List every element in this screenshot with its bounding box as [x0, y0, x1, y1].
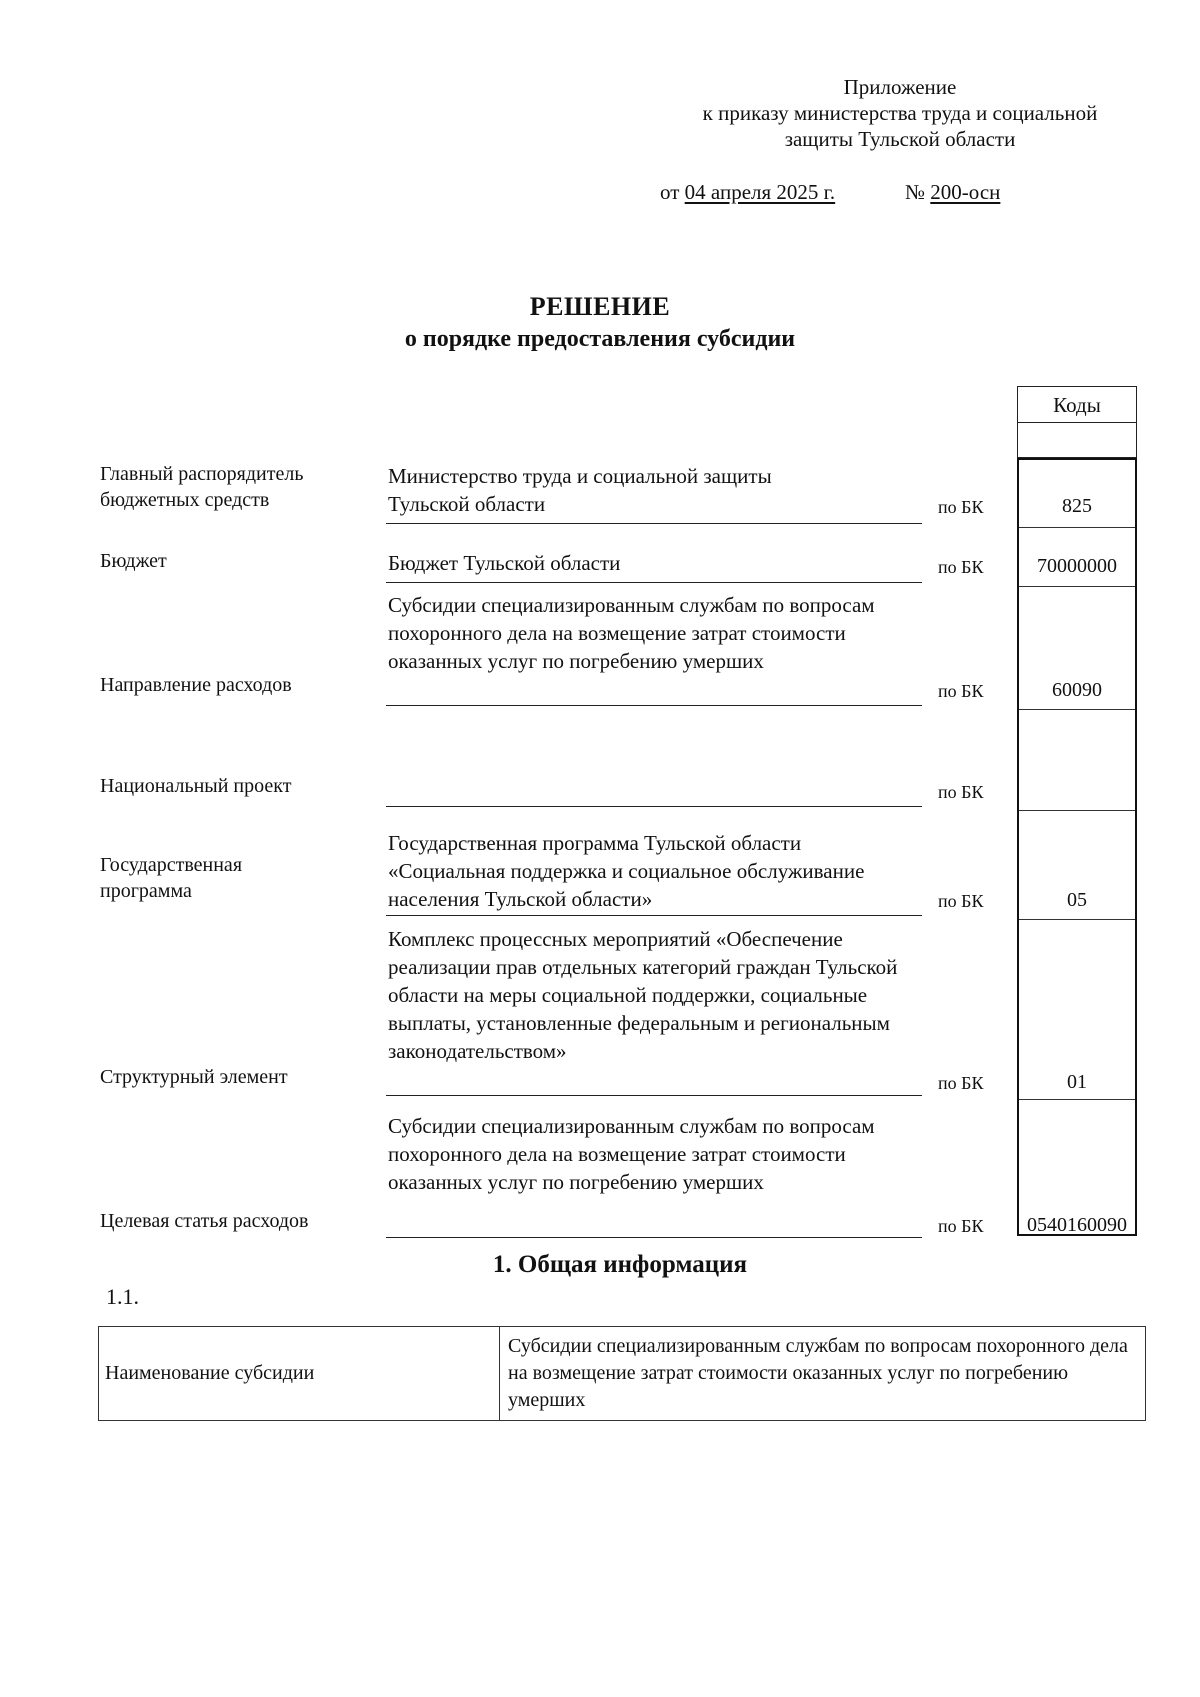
row-value-state-program: Государственная программа Тульской области «Социальная поддержка и социальное обслуживание населения Тульской области»	[388, 831, 865, 911]
row-value-main-distributor: Министерство труда и социальной защиты Тульской области	[388, 464, 772, 516]
row-label-main-distributor: Главный распорядитель бюджетных средств	[100, 463, 304, 511]
code-value: 60090	[1052, 679, 1102, 701]
code-label: по БК	[938, 782, 984, 802]
document-title: РЕШЕНИЕ	[529, 292, 671, 321]
row-label-structural-element: Структурный элемент	[100, 1066, 288, 1088]
value-underline	[386, 1095, 922, 1096]
code-separator	[1019, 586, 1135, 587]
code-separator	[1019, 1099, 1135, 1100]
code-label: по БК	[938, 1216, 984, 1236]
code-separator	[1019, 810, 1135, 811]
section-subnumber: 1.1.	[106, 1284, 139, 1309]
row-value-budget: Бюджет Тульской области	[388, 551, 621, 575]
code-label: по БК	[938, 891, 984, 911]
info-table	[98, 1326, 1146, 1421]
table-row	[99, 1327, 1146, 1421]
row-label-state-program: Государственная программа	[100, 854, 243, 902]
code-separator	[1019, 527, 1135, 528]
row-value-structural-element: Комплекс процессных мероприятий «Обеспечение реализации прав отдельных категорий граждан Тульской области на меры социальной поддержки, социальные выплаты, установленные федеральным и региональным законодательством»	[388, 927, 898, 1063]
subsidy-name-value: Субсидии специализированным службам по вопросам похоронного дела на возмещение затрат стоимости оказанных услуг по погребению умерших	[500, 1327, 1146, 1421]
code-value: 0540160090	[1027, 1214, 1127, 1236]
date-value: 04 апреля 2025 г.	[684, 180, 836, 204]
value-underline	[386, 915, 922, 916]
code-separator	[1019, 709, 1135, 710]
number-prefix: №	[905, 180, 926, 204]
appendix-line: Приложение	[843, 75, 957, 99]
number-value: 200-осн	[930, 180, 1001, 204]
code-label: по БК	[938, 497, 984, 517]
code-label: по БК	[938, 557, 984, 577]
appendix-note	[640, 74, 1160, 152]
subsidy-name-label: Наименование субсидии	[99, 1327, 500, 1421]
value-underline	[386, 1237, 922, 1238]
codes-header: Коды	[1017, 386, 1137, 423]
code-label: по БК	[938, 681, 984, 701]
section-title: 1. Общая информация	[492, 1251, 748, 1278]
order-number	[905, 180, 1000, 205]
code-separator	[1019, 919, 1135, 920]
appendix-line: к приказу министерства труда и социальной	[702, 101, 1098, 125]
row-label-expense-direction: Направление расходов	[100, 674, 292, 696]
document-subtitle: о порядке предоставления субсидии	[404, 326, 796, 352]
value-underline	[386, 582, 922, 583]
order-date	[660, 180, 835, 205]
code-value: 05	[1067, 889, 1087, 911]
value-underline	[386, 705, 922, 706]
value-underline	[386, 523, 922, 524]
row-label-national-project: Национальный проект	[100, 775, 292, 797]
date-prefix: от	[660, 180, 680, 204]
code-value: 70000000	[1037, 555, 1117, 577]
row-value-target-article: Субсидии специализированным службам по вопросам похоронного дела на возмещение затрат стоимости оказанных услуг по погребению умерших	[388, 1114, 875, 1194]
code-value: 01	[1067, 1071, 1087, 1093]
row-label-target-article: Целевая статья расходов	[100, 1210, 309, 1232]
row-label-budget: Бюджет	[100, 550, 167, 572]
code-value: 825	[1062, 495, 1092, 517]
code-label: по БК	[938, 1073, 984, 1093]
codes-empty-cell	[1017, 422, 1137, 458]
value-underline	[386, 806, 922, 807]
row-value-expense-direction: Субсидии специализированным службам по вопросам похоронного дела на возмещение затрат стоимости оказанных услуг по погребению умерших	[388, 593, 875, 673]
appendix-line: защиты Тульской области	[784, 127, 1016, 151]
